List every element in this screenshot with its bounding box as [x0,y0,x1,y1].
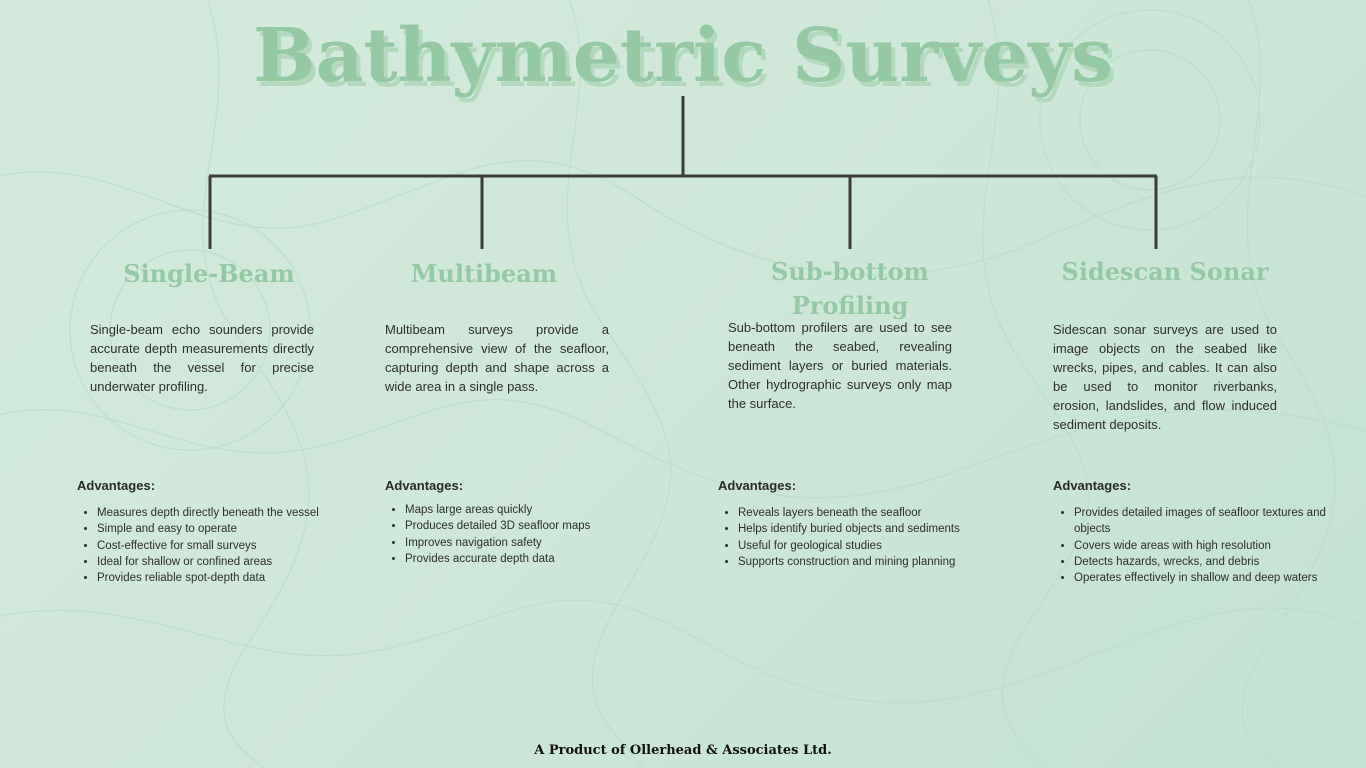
list-item: • Operates effectively in shallow and deep waters [1074,570,1336,586]
sub-bottom-advantages-label: Advantages: [718,478,797,493]
list-item: • Produces detailed 3D seafloor maps [405,518,665,534]
single-beam-advantages [77,505,367,586]
list-item: • Cost-effective for small surveys [97,538,367,554]
multibeam-advantages [385,502,665,567]
list-item: • Provides detailed images of seafloor textures and objects [1074,505,1336,538]
sub-bottom-advantages [718,505,1008,570]
multibeam-advantages-label: Advantages: [385,478,464,493]
sub-bottom-title: Sub-bottom Profiling [771,257,929,320]
sidescan-title: Sidescan Sonar [1061,257,1269,286]
list-item: • Provides accurate depth data [405,551,665,567]
list-item: • Provides reliable spot-depth data [97,570,367,586]
list-item: • Maps large areas quickly [405,502,665,518]
list-item: • Ideal for shallow or confined areas [97,554,367,570]
sidescan-advantages [1054,505,1336,586]
multibeam-description: Multibeam surveys provide a comprehensive view of the seafloor, capturing depth and shape across a wide area in a single pass. [385,322,609,394]
single-beam-description: Single-beam echo sounders provide accurate depth measurements directly beneath the vessel for precise underwater profiling. [90,322,314,394]
list-item: • Reveals layers beneath the seafloor [738,505,1008,521]
single-beam-advantages-label: Advantages: [77,478,156,493]
multibeam-title: Multibeam [410,259,558,288]
sidescan-description: Sidescan sonar surveys are used to image objects on the seabed like wrecks, pipes, and cables. It can also be used to monitor riverbanks, erosion, landslides, and flow induced sediment deposits. [1053,322,1277,432]
list-item: • Useful for geological studies [738,538,1008,554]
list-item: • Helps identify buried objects and sediments [738,521,1008,537]
list-item: • Supports construction and mining planning [738,554,1008,570]
page-title: Bathymetric Surveys [253,13,1113,99]
list-item: • Detects hazards, wrecks, and debris [1074,554,1336,570]
single-beam-title: Single-Beam [123,259,295,288]
sub-bottom-description: Sub-bottom profilers are used to see beneath the seabed, revealing sediment layers or buried materials. Other hydrographic surveys only map the surface. [728,320,952,411]
footer-credit: A Product of Ollerhead & Associates Ltd. [534,743,832,758]
sidescan-advantages-label: Advantages: [1053,478,1132,493]
list-item: • Covers wide areas with high resolution [1074,538,1336,554]
list-item: • Simple and easy to operate [97,521,367,537]
list-item: • Improves navigation safety [405,535,665,551]
list-item: • Measures depth directly beneath the vessel [97,505,367,521]
